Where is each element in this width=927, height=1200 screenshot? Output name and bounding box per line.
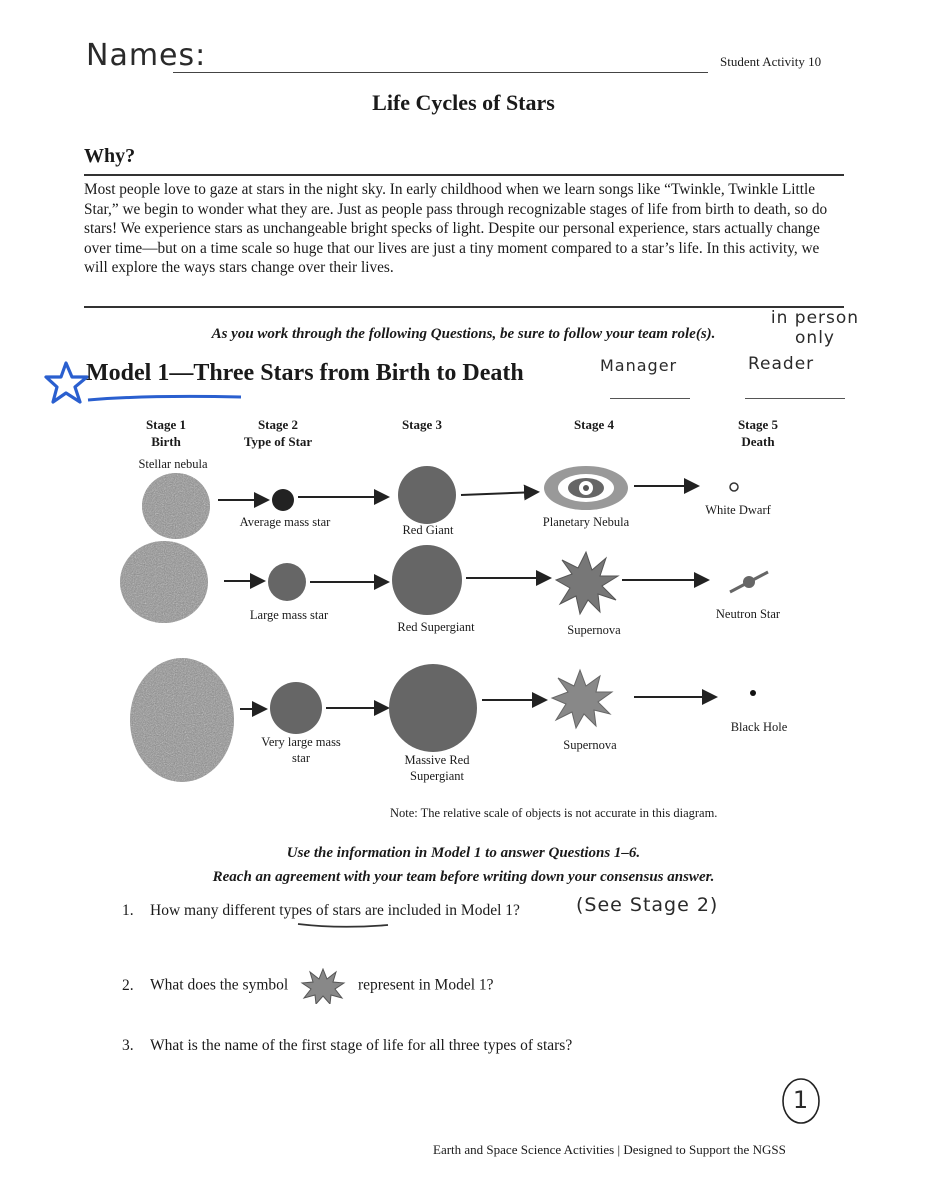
red-giant (398, 466, 456, 524)
why-heading: Why? (84, 145, 136, 167)
stellar-nebula-label: Stellar nebula (138, 457, 208, 471)
label-red-giant: Red Giant (402, 523, 454, 537)
stage-5-header: Stage 5 Death (737, 417, 779, 449)
names-label: Names: (86, 38, 207, 73)
handwritten-reader: Reader (748, 354, 815, 374)
stage-2-header: Stage 2 Type of Star (243, 417, 313, 449)
role-instruction: As you work through the following Questions, be sure to follow your team role(s). (211, 326, 716, 342)
supernova-row2 (556, 552, 618, 614)
stellar-nebula-row1 (142, 473, 210, 539)
why-paragraph: Most people love to gaze at stars in the night sky. In early childhood when we learn songs like “Twinkle, Twinkle Little Star,” we begin to wonder what they are. Just as people pass through recognizable stages of life from birth to death, so do stars! We experience stars as unchangeable bright specks of light. Despite our personal experience, stars actually change over time—but on a time scale so huge that our lives are just a tiny moment compared to a star’s life. In this activity, we will explore the ways stars change over their lives. (84, 181, 828, 276)
red-supergiant (392, 545, 462, 615)
large-mass-star (268, 563, 306, 601)
label-supernova-row2: Supernova (567, 623, 621, 637)
stage-1-header: Stage 1 Birth (145, 417, 187, 449)
label-large-mass-star: Large mass star (249, 608, 329, 622)
very-large-mass-star (270, 682, 322, 734)
scale-note: Note: The relative scale of objects is not accurate in this diagram. (390, 806, 718, 820)
handwritten-page-number: 1 (792, 1086, 810, 1114)
label-very-large-mass-star: Very large mass star (261, 735, 341, 765)
label-average-mass-star: Average mass star (239, 515, 331, 529)
question-3[interactable]: 3. What is the name of the first stage of life for all three types of stars? (122, 1037, 573, 1054)
question-2[interactable]: 2. What does the symbol represent in Model 1? (122, 968, 494, 1004)
label-white-dwarf: White Dwarf (705, 503, 771, 517)
label-massive-red-supergiant: Massive Red Supergiant (404, 753, 470, 783)
handwritten-manager: Manager (600, 356, 678, 375)
questions-instruction-2: Reach an agreement with your team before writing down your consensus answer. (212, 869, 715, 885)
question-1[interactable]: 1. How many different types of stars are included in Model 1? (122, 902, 520, 919)
massive-red-supergiant (389, 664, 477, 752)
questions-instruction-1: Use the information in Model 1 to answer Questions 1–6. (286, 845, 641, 861)
supernova-row3 (552, 670, 612, 728)
label-red-supergiant: Red Supergiant (397, 620, 475, 634)
average-mass-star (272, 489, 294, 511)
white-dwarf (730, 483, 738, 491)
stellar-nebula-row2 (120, 541, 208, 623)
handwritten-answer-1: (See Stage 2) (576, 894, 719, 916)
label-planetary-nebula: Planetary Nebula (542, 515, 630, 529)
stage-3-header: Stage 3 (401, 417, 443, 432)
activity-label: Student Activity 10 (720, 54, 822, 69)
neutron-star (730, 572, 768, 592)
label-neutron-star: Neutron Star (715, 607, 781, 621)
label-black-hole: Black Hole (730, 720, 788, 734)
stellar-nebula-row3 (130, 658, 234, 782)
handwritten-in-person-only: in person only (770, 308, 860, 348)
model-title: Model 1—Three Stars from Birth to Death (86, 360, 524, 386)
footer: Earth and Space Science Activities | Designed to Support the NGSS (433, 1142, 786, 1157)
black-hole (750, 690, 756, 696)
stage-4-header: Stage 4 (573, 417, 615, 432)
planetary-nebula (544, 466, 628, 510)
supernova-symbol-icon (300, 968, 346, 1004)
page-title: Life Cycles of Stars (372, 90, 555, 115)
label-supernova-row3: Supernova (563, 738, 617, 752)
